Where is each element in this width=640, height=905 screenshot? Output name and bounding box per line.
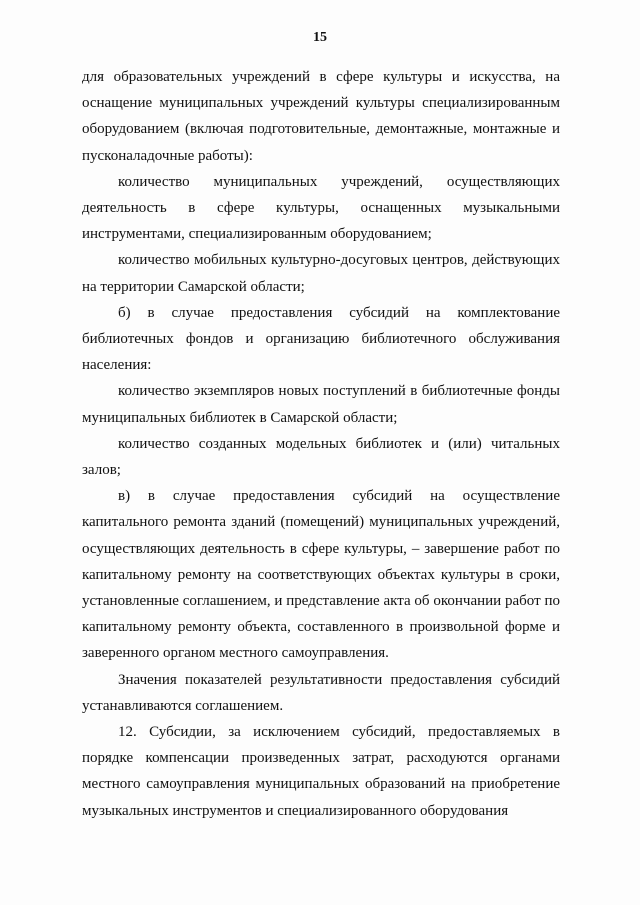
paragraph-5: количество экземпляров новых поступлений в библиотечные фонды муниципальных библиотек в Самарской области; xyxy=(82,383,560,426)
paragraph-2: количество муниципальных учреждений, осуществляющих деятельность в сфере культуры, оснащенных музыкальными инструментами, специализированным оборудованием; xyxy=(82,173,560,243)
paragraph-1: для образовательных учреждений в сфере культуры и искусства, на оснащение муниципальных учреждений культуры специализированным оборудованием (включая подготовительные, демонтажные, монтажные и пусконаладочные работы): xyxy=(82,69,560,164)
paragraph-8: Значения показателей результативности предоставления субсидий устанавливаются соглашением. xyxy=(82,671,560,714)
document-body xyxy=(82,64,560,824)
page-number: 15 xyxy=(313,30,327,45)
paragraph-6: количество созданных модельных библиотек и (или) читальных залов; xyxy=(82,435,560,479)
paragraph-3: количество мобильных культурно-досуговых центров, действующих на территории Самарской области; xyxy=(82,252,560,295)
paragraph-9: 12. Субсидии, за исключением субсидий, предоставляемых в порядке компенсации произведенных затрат, расходуются органами местного самоуправления муниципальных образований на приобретение музыкальных инструментов и специализированного оборудования xyxy=(82,724,560,819)
paragraph-4: б) в случае предоставления субсидий на комплектование библиотечных фондов и организацию библиотечного обслуживания населения: xyxy=(82,304,560,374)
paragraph-7: в) в случае предоставления субсидий на осуществление капитального ремонта зданий (помещений) муниципальных учреждений, осуществляющих деятельность в сфере культуры, – завершение работ по капитальному ремонту на соответствующих объектах культуры в сроки, установленные соглашением, и представление акта об окончании работ по капитальному ремонту объекта, составленного в произвольной форме и заверенного органом местного самоуправления. xyxy=(82,488,560,662)
